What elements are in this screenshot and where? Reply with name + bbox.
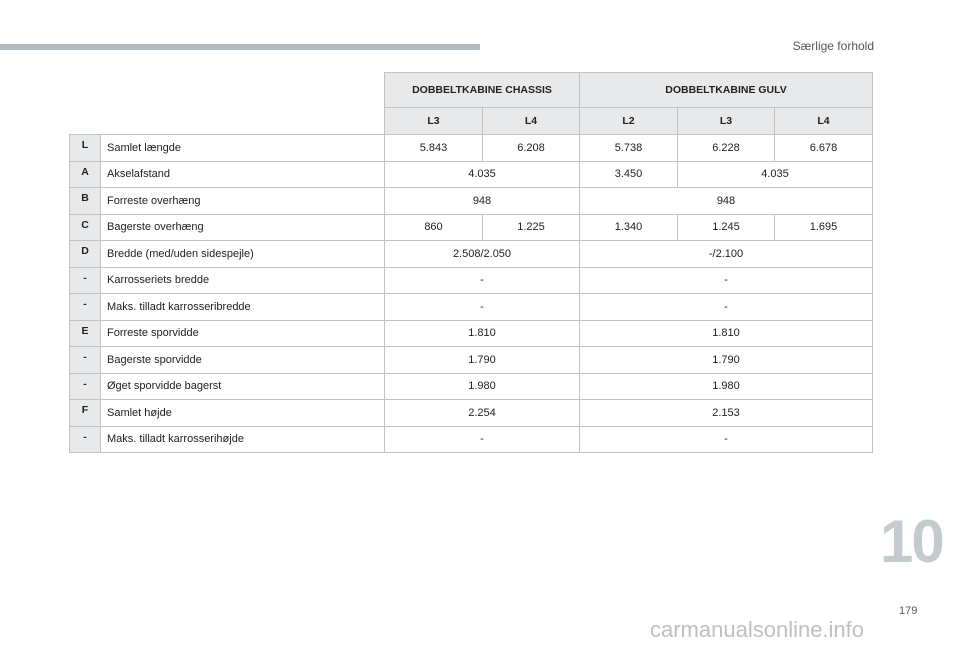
value-cell: 860 (385, 214, 483, 241)
row-label: Maks. tilladt karrosseribredde (101, 294, 385, 321)
dimensions-table (69, 72, 873, 453)
row-code: B (70, 188, 101, 215)
value-cell: 6.228 (678, 135, 775, 162)
row-label: Akselafstand (101, 161, 385, 188)
row-label: Bredde (med/uden sidespejle) (101, 241, 385, 268)
header-blank (70, 108, 385, 135)
row-code: - (70, 347, 101, 374)
value-cell: - (580, 426, 873, 453)
value-cell: 4.035 (385, 161, 580, 188)
group-header-chassis: DOBBELTKABINE CHASSIS (385, 73, 580, 108)
section-bar (0, 44, 480, 50)
value-cell: 1.790 (385, 347, 580, 374)
row-code: L (70, 135, 101, 162)
watermark: carmanualsonline.info (650, 617, 865, 642)
value-cell: 6.208 (483, 135, 580, 162)
row-code: E (70, 320, 101, 347)
row-code: - (70, 373, 101, 400)
value-cell: - (385, 267, 580, 294)
value-cell: 5.843 (385, 135, 483, 162)
chapter-number: 10 (880, 508, 943, 575)
value-cell: 1.225 (483, 214, 580, 241)
table-row (70, 188, 873, 215)
value-cell: - (385, 426, 580, 453)
table-row (70, 373, 873, 400)
subheader-cell: L4 (483, 108, 580, 135)
row-code: F (70, 400, 101, 427)
value-cell: 1.695 (775, 214, 873, 241)
table-row (70, 161, 873, 188)
header-blank (70, 73, 385, 108)
row-label: Forreste overhæng (101, 188, 385, 215)
table-row (70, 426, 873, 453)
subheader-cell: L3 (385, 108, 483, 135)
value-cell: 3.450 (580, 161, 678, 188)
value-cell: 2.254 (385, 400, 580, 427)
value-cell: 6.678 (775, 135, 873, 162)
table-row (70, 400, 873, 427)
row-code: A (70, 161, 101, 188)
value-cell: 948 (385, 188, 580, 215)
section-title: Særlige forhold (792, 39, 874, 53)
subheader-cell: L2 (580, 108, 678, 135)
table-row (70, 267, 873, 294)
value-cell: - (580, 294, 873, 321)
value-cell: 1.980 (385, 373, 580, 400)
value-cell: 1.810 (580, 320, 873, 347)
row-label: Bagerste sporvidde (101, 347, 385, 374)
value-cell: 1.245 (678, 214, 775, 241)
value-cell: - (385, 294, 580, 321)
value-cell: - (580, 267, 873, 294)
table-row (70, 320, 873, 347)
value-cell: 948 (580, 188, 873, 215)
row-code: - (70, 426, 101, 453)
row-label: Maks. tilladt karrosserihøjde (101, 426, 385, 453)
value-cell: 1.790 (580, 347, 873, 374)
table-row (70, 294, 873, 321)
table-row (70, 347, 873, 374)
value-cell: 5.738 (580, 135, 678, 162)
table-row (70, 135, 873, 162)
table-row (70, 241, 873, 268)
row-label: Forreste sporvidde (101, 320, 385, 347)
row-label: Samlet længde (101, 135, 385, 162)
value-cell: 4.035 (678, 161, 873, 188)
row-code: D (70, 241, 101, 268)
value-cell: 2.508/2.050 (385, 241, 580, 268)
value-cell: 1.980 (580, 373, 873, 400)
subheader-cell: L3 (678, 108, 775, 135)
row-code: - (70, 267, 101, 294)
value-cell: 1.810 (385, 320, 580, 347)
table-row (70, 214, 873, 241)
value-cell: 1.340 (580, 214, 678, 241)
subheader-cell: L4 (775, 108, 873, 135)
page-number: 179 (899, 605, 918, 617)
group-header-gulv: DOBBELTKABINE GULV (580, 73, 873, 108)
row-label: Karrosseriets bredde (101, 267, 385, 294)
row-code: - (70, 294, 101, 321)
row-label: Bagerste overhæng (101, 214, 385, 241)
row-code: C (70, 214, 101, 241)
row-label: Samlet højde (101, 400, 385, 427)
value-cell: 2.153 (580, 400, 873, 427)
row-label: Øget sporvidde bagerst (101, 373, 385, 400)
value-cell: -/2.100 (580, 241, 873, 268)
